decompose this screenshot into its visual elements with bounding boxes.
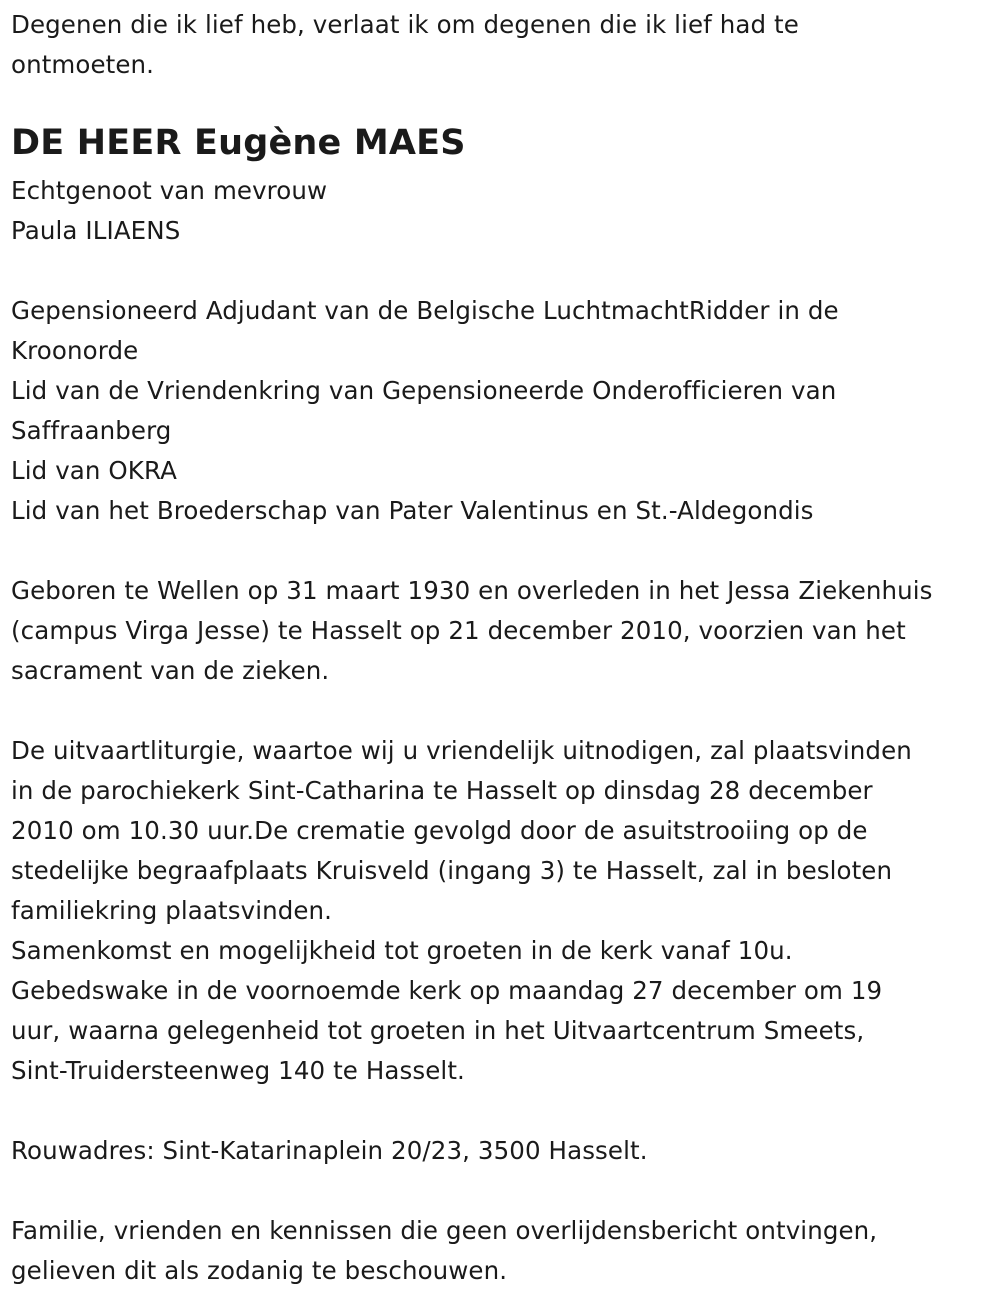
funeral-section	[11, 731, 991, 1091]
funeral-line: Sint-Truidersteenweg 140 te Hasselt.	[11, 1056, 465, 1085]
funeral-line: familiekring plaatsvinden.	[11, 896, 333, 925]
birth-death-line: sacrament van de zieken.	[11, 656, 330, 685]
address-section	[11, 1131, 991, 1171]
spacer	[11, 531, 991, 571]
spacer	[11, 1091, 991, 1131]
motto-line: ontmoeten.	[11, 50, 155, 79]
funeral-line: Gebedswake in de voornoemde kerk op maandag 27 december om 19	[11, 976, 883, 1005]
deceased-name-title: DE HEER Eugène MAES	[11, 123, 466, 163]
titles-line: Kroonorde	[11, 336, 139, 365]
spouse-line: Paula ILIAENS	[11, 216, 181, 245]
titles-line: Saffraanberg	[11, 416, 172, 445]
funeral-line: De uitvaartliturgie, waartoe wij u vriendelijk uitnodigen, zal plaatsvinden	[11, 736, 912, 765]
spacer	[11, 1171, 991, 1211]
funeral-line: in de parochiekerk Sint-Catharina te Hasselt op dinsdag 28 december	[11, 776, 873, 805]
funeral-line: Samenkomst en mogelijkheid tot groeten in de kerk vanaf 10u.	[11, 936, 793, 965]
titles-section	[11, 291, 991, 531]
spacer	[11, 691, 991, 731]
titles-line: Gepensioneerd Adjudant van de Belgische LuchtmachtRidder in de	[11, 296, 839, 325]
closing-section	[11, 1211, 991, 1291]
spouse-section	[11, 171, 991, 251]
birth-death-line: (campus Virga Jesse) te Hasselt op 21 december 2010, voorzien van het	[11, 616, 906, 645]
funeral-line: 2010 om 10.30 uur.De crematie gevolgd door de asuitstrooiing op de	[11, 816, 868, 845]
motto-line: Degenen die ik lief heb, verlaat ik om degenen die ik lief had te	[11, 10, 799, 39]
spacer	[11, 251, 991, 291]
birth-death-section	[11, 571, 991, 691]
address-line: Rouwadres: Sint-Katarinaplein 20/23, 3500 Hasselt.	[11, 1136, 648, 1165]
funeral-line: uur, waarna gelegenheid tot groeten in het Uitvaartcentrum Smeets,	[11, 1016, 865, 1045]
closing-line: gelieven dit als zodanig te beschouwen.	[11, 1256, 508, 1285]
motto	[11, 5, 991, 85]
titles-line: Lid van OKRA	[11, 456, 177, 485]
closing-line: Familie, vrienden en kennissen die geen overlijdensbericht ontvingen,	[11, 1216, 878, 1245]
funeral-line: stedelijke begraafplaats Kruisveld (ingang 3) te Hasselt, zal in besloten	[11, 856, 893, 885]
titles-line: Lid van de Vriendenkring van Gepensioneerde Onderofficieren van	[11, 376, 837, 405]
obituary-document	[11, 5, 991, 1291]
spouse-line: Echtgenoot van mevrouw	[11, 176, 328, 205]
birth-death-line: Geboren te Wellen op 31 maart 1930 en overleden in het Jessa Ziekenhuis	[11, 576, 933, 605]
titles-line: Lid van het Broederschap van Pater Valentinus en St.-Aldegondis	[11, 496, 814, 525]
